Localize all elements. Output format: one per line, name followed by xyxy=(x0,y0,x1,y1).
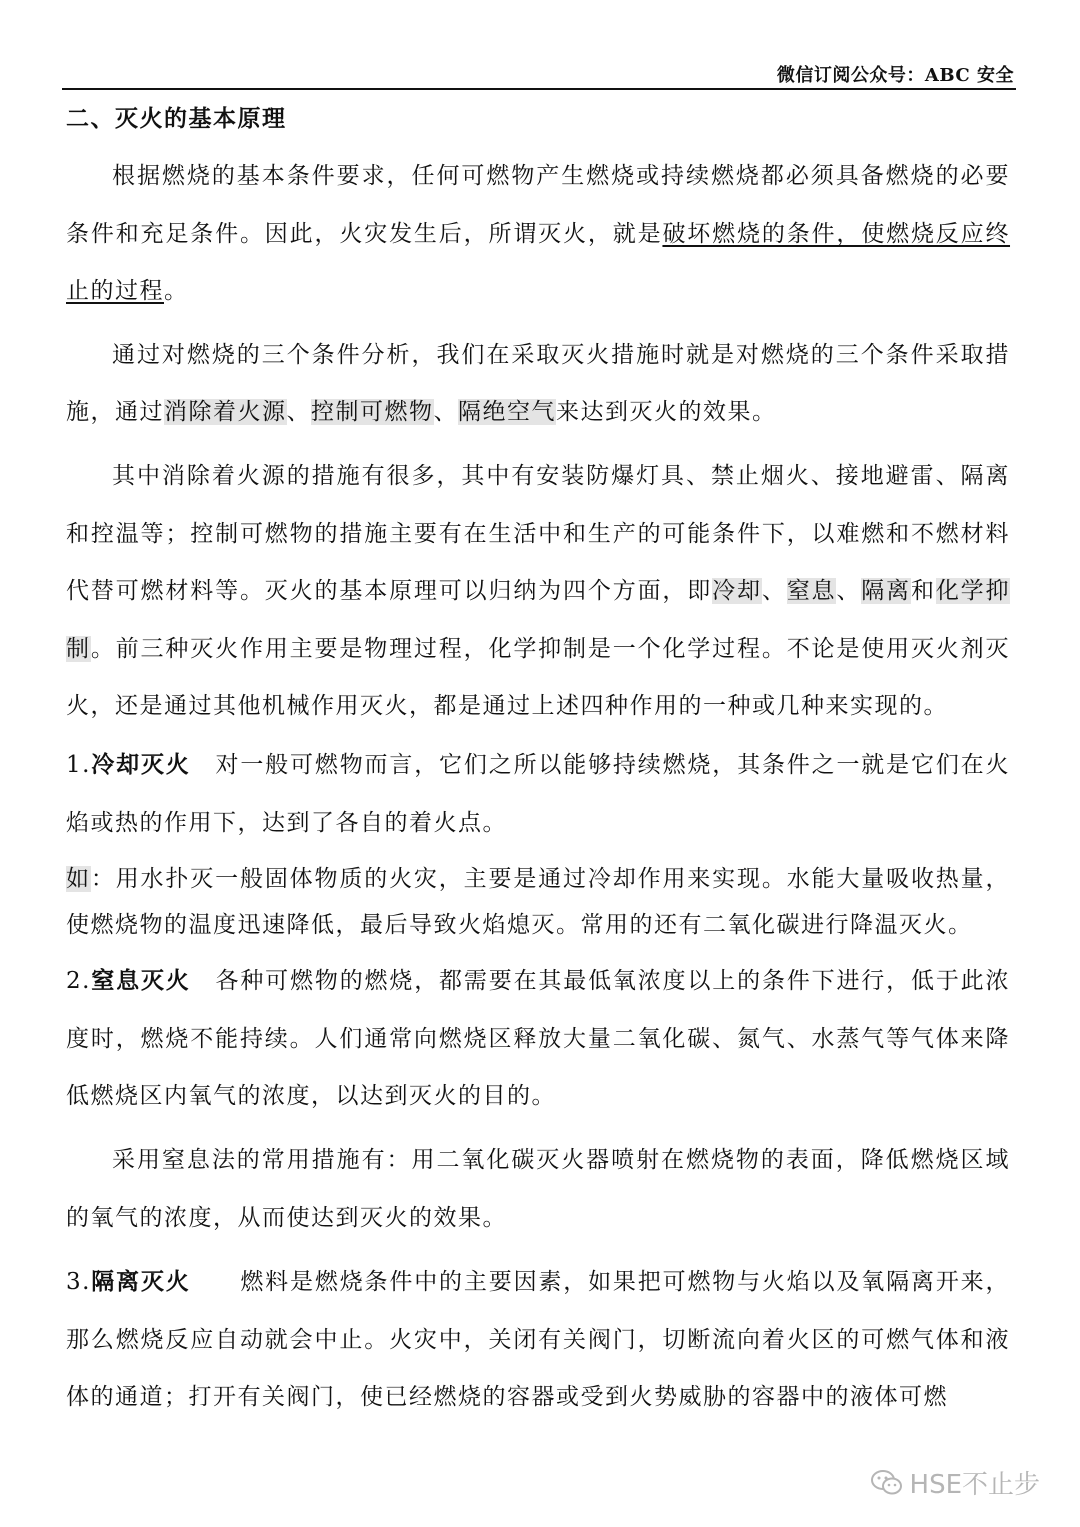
p1-text: 根据燃烧的基本条件要求，任何可燃物产生燃烧或持续燃烧都必须具备燃烧的必要条件和充足条件。因此，火灾发生后，所谓灭火，就是 xyxy=(66,163,1010,247)
p3-end: 。前三种灭火作用主要是物理过程，化学抑制是一个化学过程。不论是使用灭火剂灭火，还是通过其他机械作用灭火，都是通过上述四种作用的一种或几种来实现的。 xyxy=(66,635,1011,720)
wechat-icon xyxy=(870,1468,904,1498)
p3-sep-3: 和 xyxy=(910,578,936,605)
watermark xyxy=(870,1464,1040,1501)
p1-end: 。 xyxy=(164,278,189,305)
p2-sep-1: 、 xyxy=(286,399,311,426)
item-1-text: 对一般可燃物而言，它们之所以能够持续燃烧，其条件之一就是它们在火焰或热的作用下，达到了各自的着火点。 xyxy=(66,751,1011,836)
item-1-number: 1. xyxy=(66,751,91,778)
page-header xyxy=(62,58,1016,90)
paragraph-1 xyxy=(66,148,1010,321)
highlight-cooling: 冷却 xyxy=(712,578,762,605)
item-3-text: 燃料是燃烧条件中的主要因素，如果把可燃物与火焰以及氧隔离开来，那么燃烧反应自动就会中止。火灾中，关闭有关阀门，切断流向着火区的可燃气体和液体的通道；打开有关阀门，使已经燃烧的容器或受到火势威胁的容器中的液体可燃 xyxy=(66,1269,1011,1411)
paragraph-4: 采用窒息法的常用措施有：用二氧化碳灭火器喷射在燃烧物的表面，降低燃烧区域的氧气的浓度，从而使达到灭火的效果。 xyxy=(66,1146,1010,1231)
example-cooling xyxy=(66,856,1010,948)
p1-underlined: 破坏燃烧的条件，使燃烧反应终止的过程 xyxy=(66,220,1011,305)
p2-end: 来达到灭火的效果。 xyxy=(556,399,777,426)
highlight-control-combustibles: 控制可燃物 xyxy=(311,399,434,426)
item-1-title: 冷却灭火 xyxy=(90,750,191,778)
item-2-title: 窒息灭火 xyxy=(90,967,191,995)
highlight-smothering: 窒息 xyxy=(786,578,837,605)
header-text: 微信订阅公众号：ABC 安全 xyxy=(776,65,1014,86)
item-cooling xyxy=(66,736,1010,852)
paragraph-2 xyxy=(66,327,1010,442)
document-body xyxy=(66,96,1010,1427)
item-3-title: 隔离灭火 xyxy=(90,1268,191,1296)
item-smothering xyxy=(66,952,1010,1126)
p3-sep-2: 、 xyxy=(836,578,862,605)
highlight-isolation: 隔离 xyxy=(861,578,911,605)
section-title: 二、灭火的基本原理 xyxy=(66,105,287,132)
item-3-number: 3. xyxy=(66,1269,91,1296)
highlight-isolate-air: 隔绝空气 xyxy=(458,399,556,426)
item-isolation xyxy=(66,1253,1010,1427)
example-label: 如 xyxy=(66,866,91,893)
p3-text: 其中消除着火源的措施有很多，其中有安装防爆灯具、禁止烟火、接地避雷、隔离和控温等；控制可燃物的措施主要有在生活中和生产的可能条件下，以难燃和不燃材料代替可燃材料等。灭火的基本原理可以归纳为四个方面，即 xyxy=(66,462,1010,605)
item-2-number: 2. xyxy=(66,968,91,995)
p3-sep-1: 、 xyxy=(761,578,787,605)
watermark-text: HSE不止步 xyxy=(909,1470,1040,1500)
p2-text: 通过对燃烧的三个条件分析，我们在采取灭火措施时就是对燃烧的三个条件采取措施，通过 xyxy=(66,341,1010,426)
example-text: ：用水扑灭一般固体物质的火灾，主要是通过冷却作用来实现。水能大量吸收热量，使燃烧物的温度迅速降低，最后导致火焰熄灭。常用的还有二氧化碳进行降温灭火。 xyxy=(66,866,1011,939)
highlight-chemical-inhibition: 化学抑制 xyxy=(66,578,1011,662)
highlight-remove-ignition: 消除着火源 xyxy=(164,399,287,426)
item-2-text: 各种可燃物的燃烧，都需要在其最低氧浓度以上的条件下进行，低于此浓度时，燃烧不能持续。人们通常向燃烧区释放大量二氧化碳、氮气、水蒸气等气体来降低燃烧区内氧气的浓度，以达到灭火的目的。 xyxy=(66,968,1011,1110)
paragraph-3 xyxy=(66,448,1010,736)
p2-sep-2: 、 xyxy=(433,399,458,426)
